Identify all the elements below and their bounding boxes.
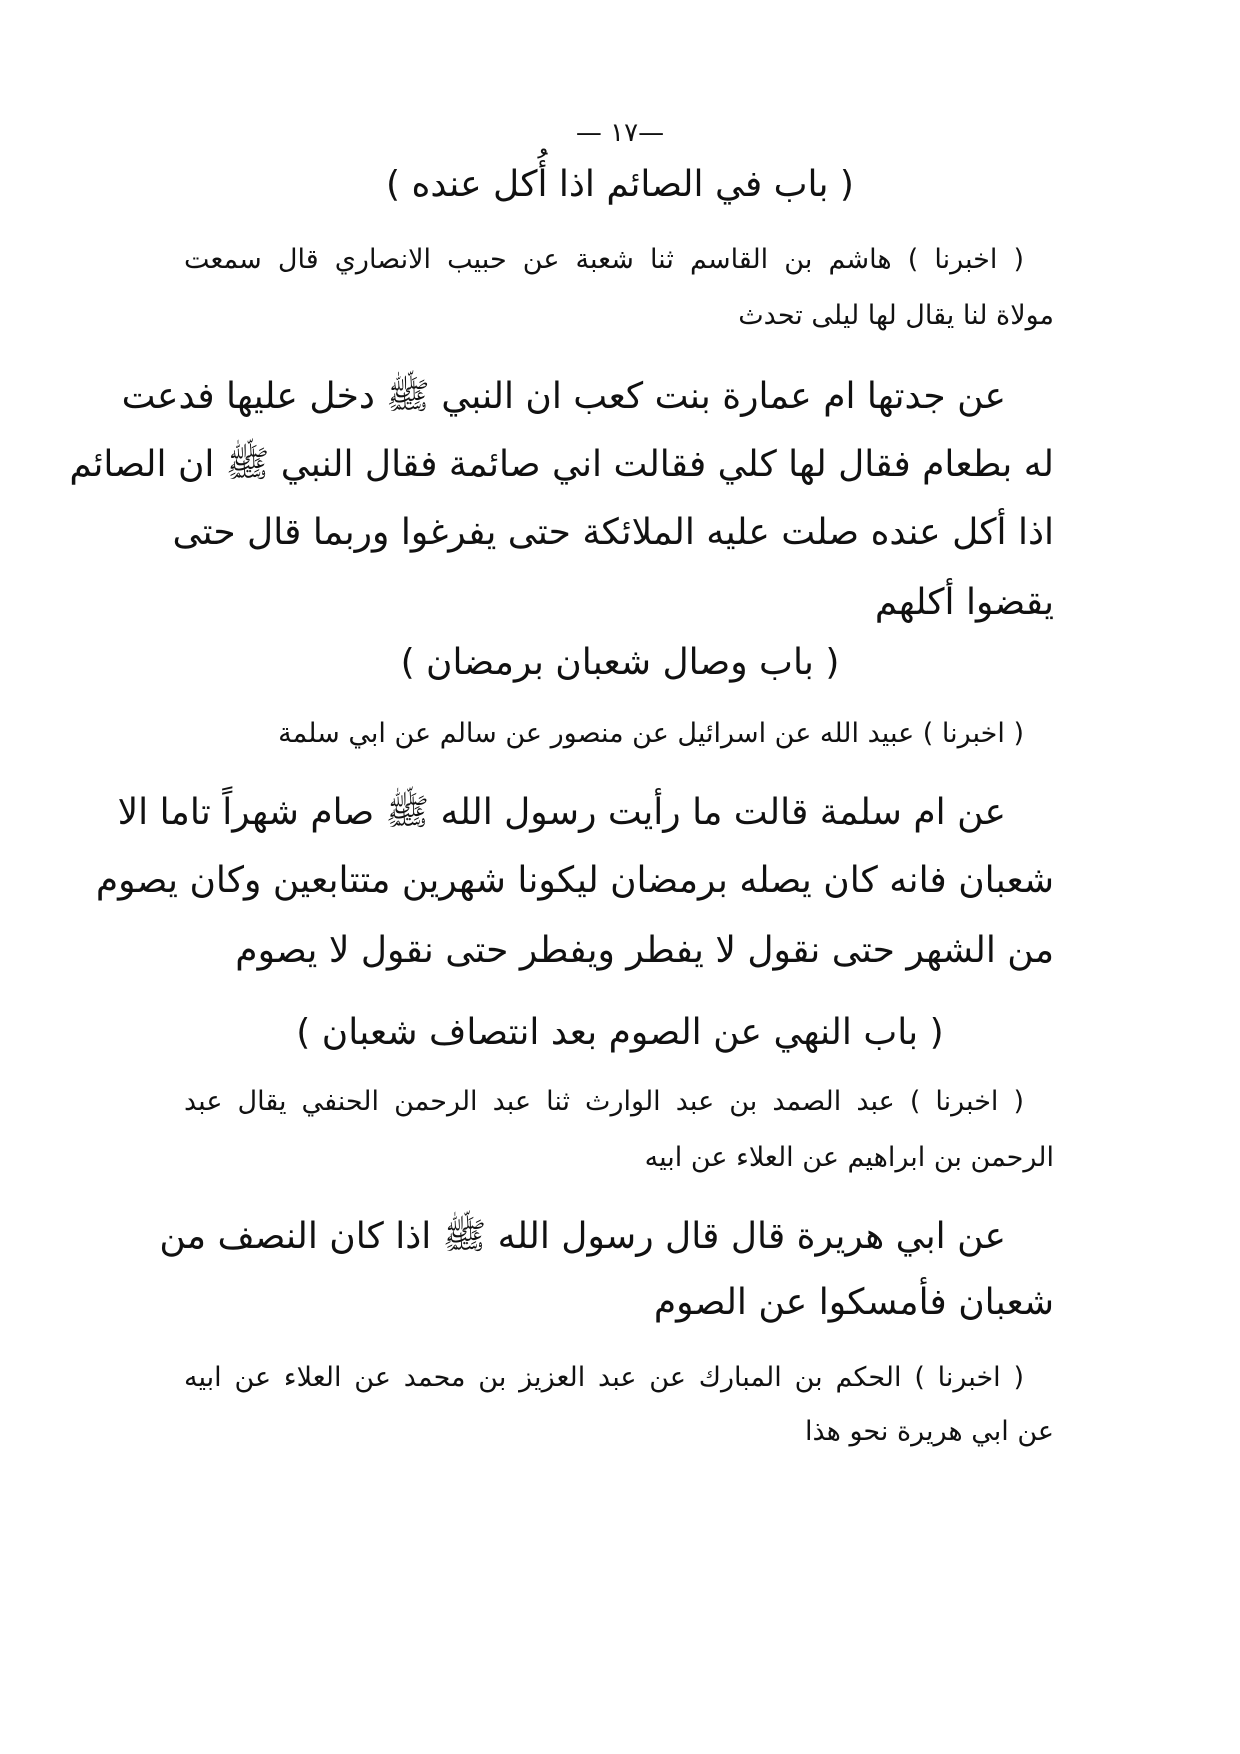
chapter-heading: ( باب وصال شعبان برمضان ) — [400, 642, 840, 683]
matn-line: شعبان فانه كان يصله برمضان ليكونا شهرين متتابعين وكان يصوم — [95, 860, 1054, 901]
matn-line: اذا أكل عنده صلت عليه الملائكة حتى يفرغوا وربما قال حتى — [172, 512, 1054, 553]
isnad-line: مولاة لنا يقال لها ليلى تحدث — [738, 300, 1054, 331]
matn-line: يقضوا أكلهم — [874, 582, 1054, 623]
isnad-line: ( اخبرنا ) عبيد الله عن اسرائيل عن منصور عن سالم عن ابي سلمة — [278, 718, 1024, 749]
isnad-line: عن ابي هريرة نحو هذا — [804, 1416, 1054, 1447]
matn-line: من الشهر حتى نقول لا يفطر ويفطر حتى نقول لا يصوم — [235, 930, 1054, 971]
matn-line: شعبان فأمسكوا عن الصوم — [653, 1282, 1054, 1323]
isnad-line: ( اخبرنا ) عبد الصمد بن عبد الوارث ثنا عبد الرحمن الحنفي يقال عبد — [184, 1086, 1024, 1117]
matn-line: عن جدتها ام عمارة بنت كعب ان النبي ﷺ دخل عليها فدعت — [121, 376, 1006, 417]
page-number: —١٧ — — [575, 118, 665, 148]
chapter-heading: ( باب النهي عن الصوم بعد انتصاف شعبان ) — [296, 1012, 944, 1053]
isnad-line: ( اخبرنا ) الحكم بن المبارك عن عبد العزيز بن محمد عن العلاء عن ابيه — [184, 1362, 1024, 1393]
matn-line: عن ابي هريرة قال قال رسول الله ﷺ اذا كان النصف من — [159, 1216, 1006, 1257]
matn-line: له بطعام فقال لها كلي فقالت اني صائمة فقال النبي ﷺ ان الصائم — [69, 444, 1054, 485]
isnad-line: الرحمن بن ابراهيم عن العلاء عن ابيه — [644, 1142, 1054, 1173]
isnad-line: ( اخبرنا ) هاشم بن القاسم ثنا شعبة عن حبيب الانصاري قال سمعت — [184, 244, 1024, 275]
matn-line: عن ام سلمة قالت ما رأيت رسول الله ﷺ صام شهراً تاما الا — [117, 792, 1006, 833]
chapter-heading: ( باب في الصائم اذا أُكل عنده ) — [386, 164, 854, 205]
